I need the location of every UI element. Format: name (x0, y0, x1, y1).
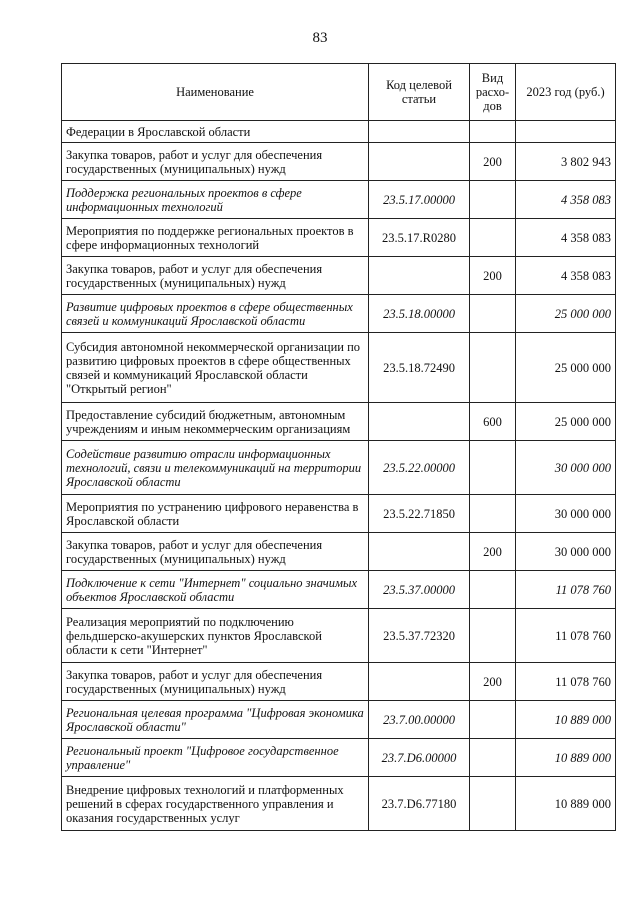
table-row (62, 121, 616, 143)
row-amount: 30 000 000 (516, 441, 616, 495)
row-target-code (369, 257, 470, 295)
row-target-code (369, 533, 470, 571)
row-name: Предоставление субсидий бюджетным, автономным учреждениям и иным некоммерческим организациям (62, 403, 369, 441)
row-amount: 4 358 083 (516, 219, 616, 257)
row-target-code: 23.5.17.R0280 (369, 219, 470, 257)
row-name: Закупка товаров, работ и услуг для обеспечения государственных (муниципальных) нужд (62, 533, 369, 571)
table-row (62, 295, 616, 333)
table-row (62, 403, 616, 441)
table-row (62, 663, 616, 701)
row-expense-type: 200 (470, 533, 516, 571)
row-expense-type (470, 495, 516, 533)
row-name: Поддержка региональных проектов в сфере информационных технологий (62, 181, 369, 219)
row-name: Мероприятия по устранению цифрового неравенства в Ярославской области (62, 495, 369, 533)
row-target-code: 23.7.00.00000 (369, 701, 470, 739)
row-amount: 25 000 000 (516, 403, 616, 441)
row-name: Федерации в Ярославской области (62, 121, 369, 143)
row-name: Региональный проект "Цифровое государственное управление" (62, 739, 369, 777)
table-row (62, 495, 616, 533)
table-body (62, 121, 616, 831)
table-row (62, 609, 616, 663)
row-target-code (369, 121, 470, 143)
row-target-code (369, 663, 470, 701)
row-amount (516, 121, 616, 143)
header-expense-type: Вид расхо-дов (470, 64, 516, 121)
table-row (62, 441, 616, 495)
row-amount: 25 000 000 (516, 333, 616, 403)
page-number: 83 (312, 30, 328, 46)
row-expense-type: 200 (470, 663, 516, 701)
header-target-code: Код целевой статьи (369, 64, 470, 121)
row-expense-type (470, 701, 516, 739)
table-row (62, 571, 616, 609)
table-header-row (62, 64, 616, 121)
row-target-code: 23.5.37.00000 (369, 571, 470, 609)
table-row (62, 701, 616, 739)
row-target-code: 23.5.37.72320 (369, 609, 470, 663)
row-amount: 10 889 000 (516, 701, 616, 739)
row-expense-type (470, 333, 516, 403)
row-expense-type (470, 441, 516, 495)
row-expense-type: 200 (470, 143, 516, 181)
table-row (62, 143, 616, 181)
budget-table (61, 63, 616, 831)
table-row (62, 739, 616, 777)
row-name: Мероприятия по поддержке региональных проектов в сфере информационных технологий (62, 219, 369, 257)
row-expense-type (470, 295, 516, 333)
row-amount: 10 889 000 (516, 739, 616, 777)
row-expense-type (470, 609, 516, 663)
row-expense-type (470, 181, 516, 219)
row-amount: 11 078 760 (516, 609, 616, 663)
header-amount-2023: 2023 год (руб.) (516, 64, 616, 121)
row-expense-type (470, 219, 516, 257)
row-expense-type: 200 (470, 257, 516, 295)
table-row (62, 257, 616, 295)
row-name: Закупка товаров, работ и услуг для обеспечения государственных (муниципальных) нужд (62, 663, 369, 701)
table-row (62, 219, 616, 257)
row-target-code: 23.5.17.00000 (369, 181, 470, 219)
table-row (62, 777, 616, 831)
table-row (62, 181, 616, 219)
row-name: Содействие развитию отрасли информационных технологий, связи и телекоммуникаций на территории Ярославской области (62, 441, 369, 495)
row-expense-type: 600 (470, 403, 516, 441)
row-name: Внедрение цифровых технологий и платформенных решений в сферах государственного управления и оказания государственных услуг (62, 777, 369, 831)
table-row (62, 333, 616, 403)
row-amount: 4 358 083 (516, 181, 616, 219)
row-expense-type (470, 121, 516, 143)
row-amount: 10 889 000 (516, 777, 616, 831)
row-name: Региональная целевая программа "Цифровая экономика Ярославской области" (62, 701, 369, 739)
row-target-code: 23.5.22.00000 (369, 441, 470, 495)
row-amount: 30 000 000 (516, 495, 616, 533)
row-target-code: 23.5.18.72490 (369, 333, 470, 403)
row-name: Подключение к сети "Интернет" социально значимых объектов Ярославской области (62, 571, 369, 609)
row-target-code: 23.7.D6.00000 (369, 739, 470, 777)
row-name: Субсидия автономной некоммерческой организации по развитию цифровых проектов в сфере общественных связей и коммуникаций Ярославской области "Открытый регион" (62, 333, 369, 403)
row-amount: 11 078 760 (516, 663, 616, 701)
row-expense-type (470, 777, 516, 831)
row-amount: 30 000 000 (516, 533, 616, 571)
table-row (62, 533, 616, 571)
row-target-code: 23.5.18.00000 (369, 295, 470, 333)
row-amount: 4 358 083 (516, 257, 616, 295)
row-amount: 11 078 760 (516, 571, 616, 609)
row-expense-type (470, 571, 516, 609)
row-target-code (369, 143, 470, 181)
row-target-code (369, 403, 470, 441)
row-name: Реализация мероприятий по подключению фельдшерско-акушерских пунктов Ярославской области к сети "Интернет" (62, 609, 369, 663)
row-target-code: 23.7.D6.77180 (369, 777, 470, 831)
row-amount: 25 000 000 (516, 295, 616, 333)
row-expense-type (470, 739, 516, 777)
row-amount: 3 802 943 (516, 143, 616, 181)
header-name: Наименование (62, 64, 369, 121)
row-name: Развитие цифровых проектов в сфере общественных связей и коммуникаций Ярославской области (62, 295, 369, 333)
row-name: Закупка товаров, работ и услуг для обеспечения государственных (муниципальных) нужд (62, 257, 369, 295)
row-target-code: 23.5.22.71850 (369, 495, 470, 533)
row-name: Закупка товаров, работ и услуг для обеспечения государственных (муниципальных) нужд (62, 143, 369, 181)
